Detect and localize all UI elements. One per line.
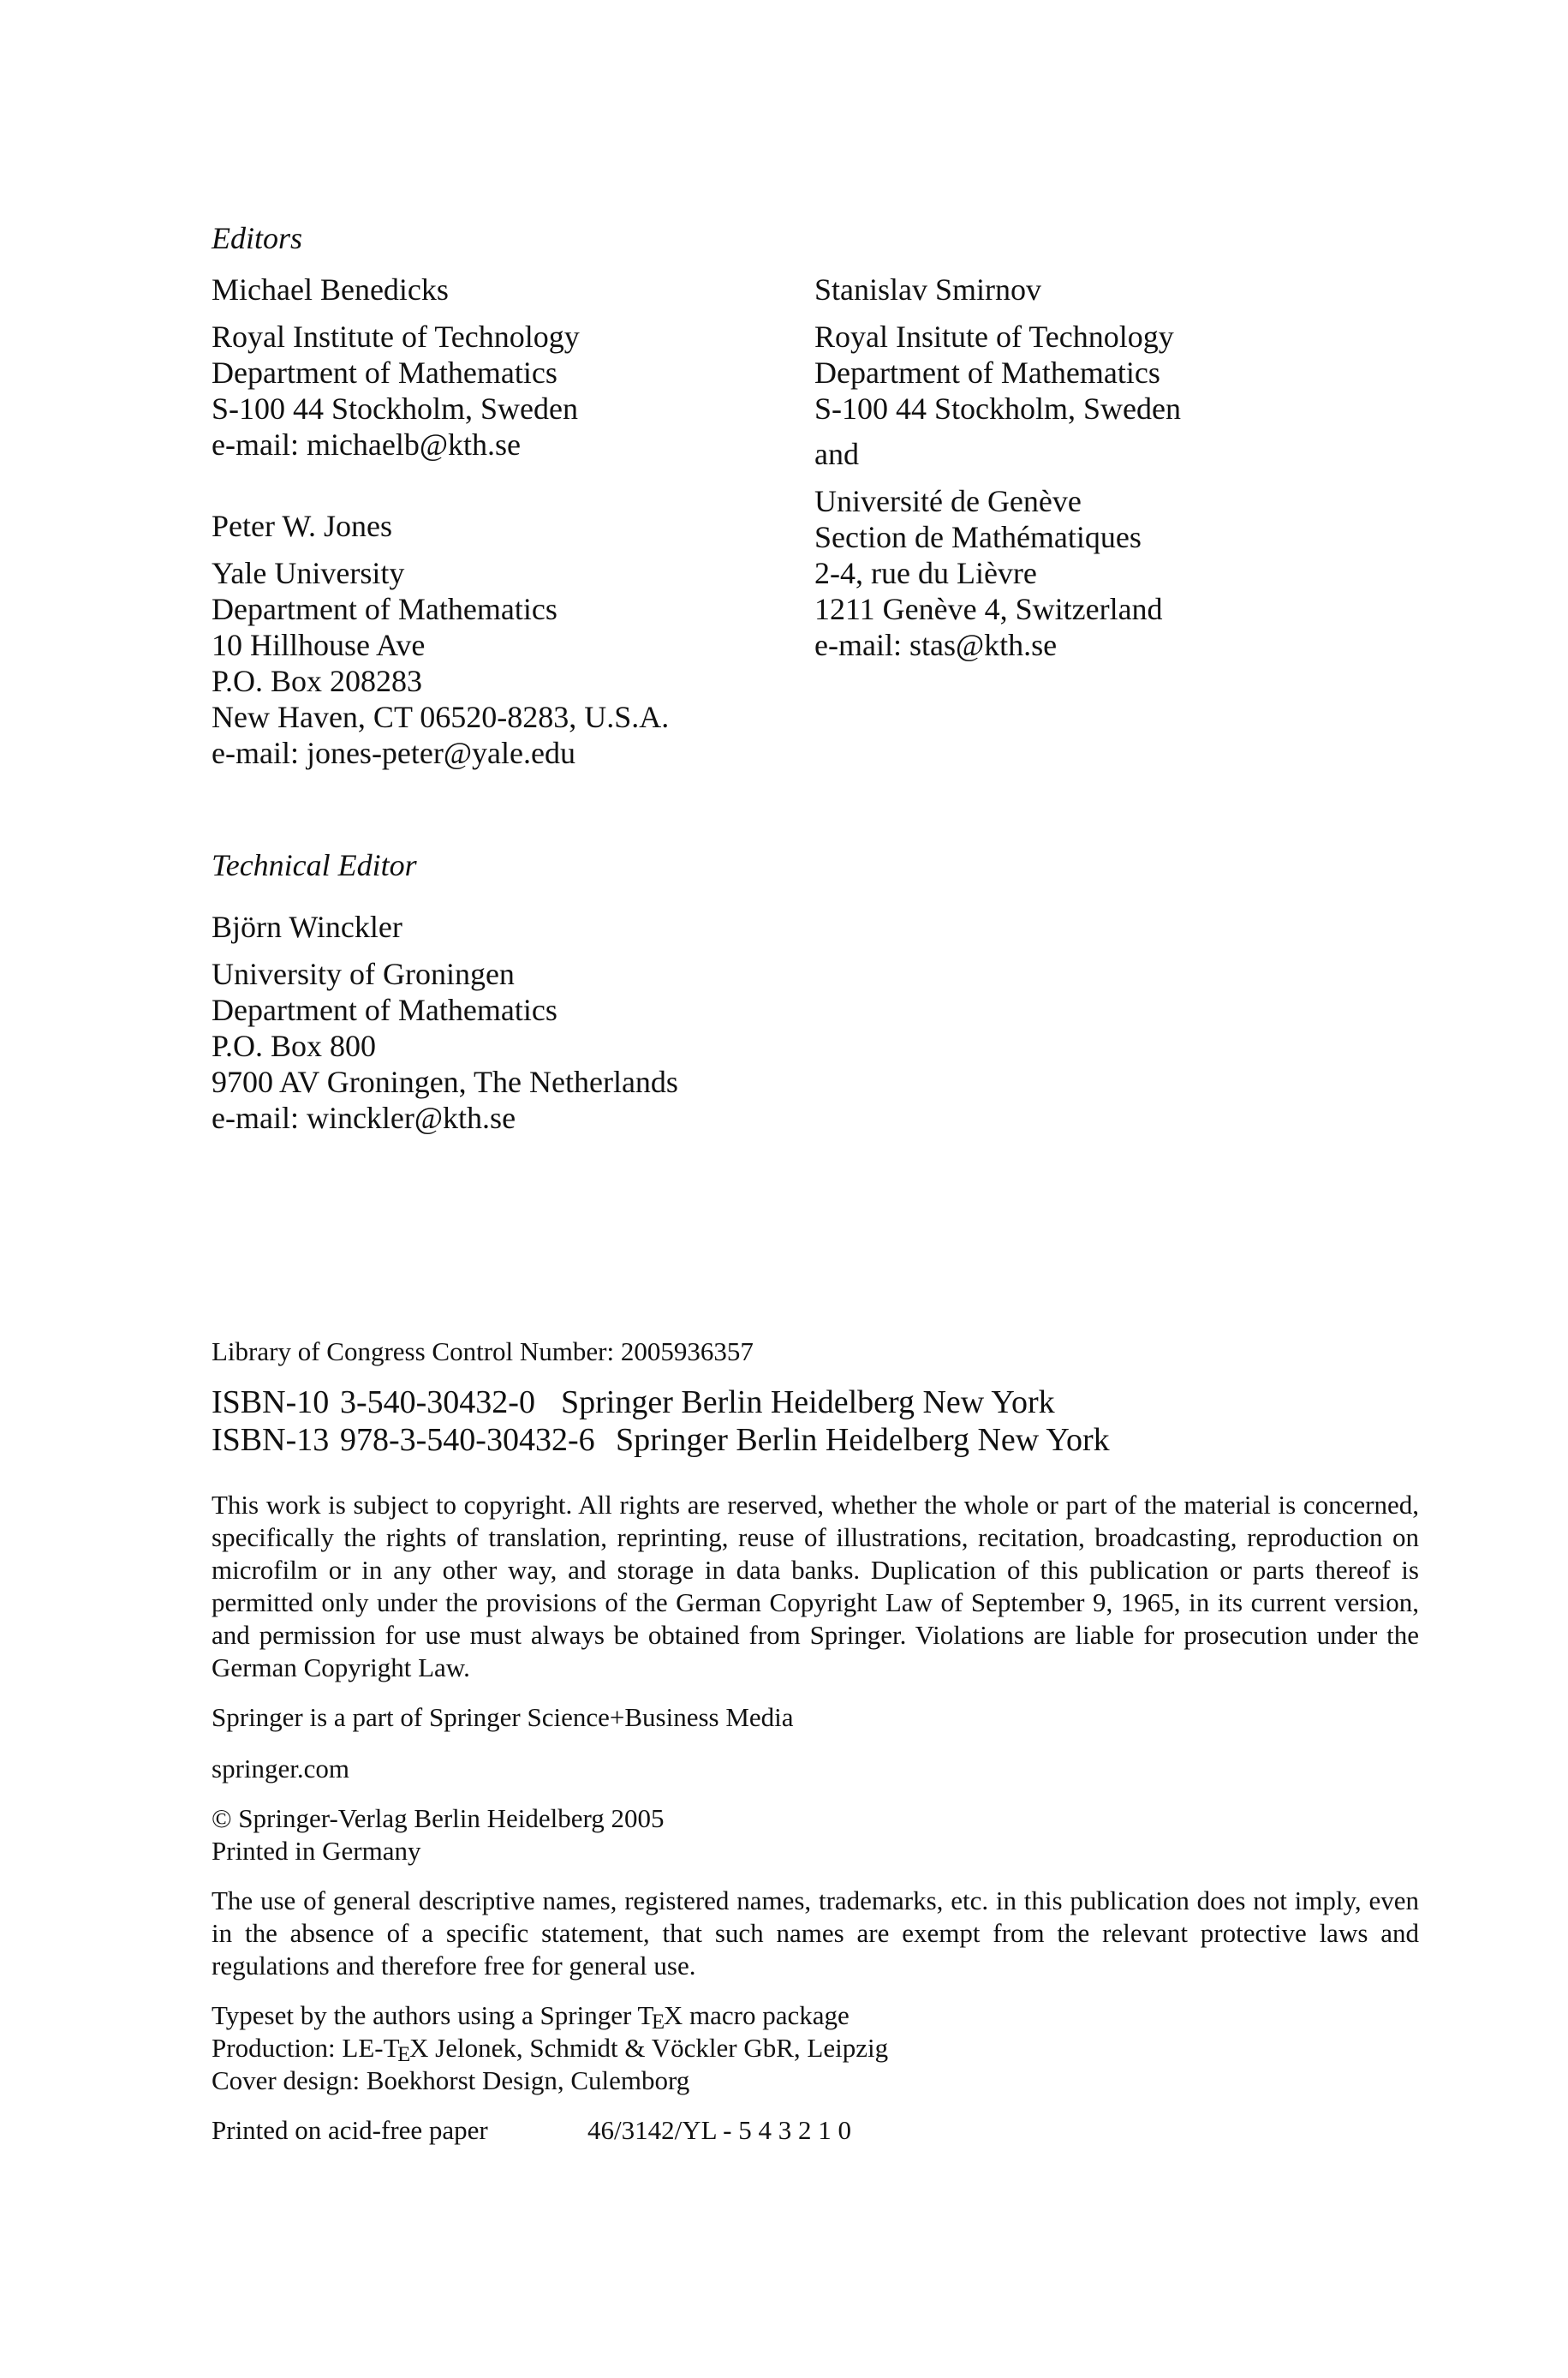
technical-editor-name: Björn Winckler [212, 910, 402, 944]
tex-logo: TEX [383, 2033, 429, 2066]
email-line: e-mail: michaelb@kth.se [212, 427, 522, 462]
library-control-number: Library of Congress Control Number: 2005936357 [212, 1336, 754, 1366]
isbn-number: 978-3-540-30432-6 [340, 1422, 595, 1458]
editor-address-smirnov-kth [814, 319, 1181, 427]
typeset-text-end: macro package [683, 2000, 850, 2030]
isbn-number: 3-540-30432-0 [340, 1384, 535, 1420]
springer-part-line: Springer is a part of Springer Science+Business Media [212, 1702, 794, 1732]
copyright-line: © Springer-Verlag Berlin Heidelberg 2005 [212, 1803, 665, 1833]
typeset-text: Typeset by the authors using a Springer [212, 2000, 638, 2030]
address-line: Université de Genève [814, 484, 1082, 518]
printed-in-line: Printed in Germany [212, 1836, 421, 1866]
editor-name-smirnov: Stanislav Smirnov [814, 272, 1042, 307]
address-line: Section de Mathématiques [814, 520, 1142, 554]
address-line: 1211 Genève 4, Switzerland [814, 592, 1163, 626]
isbn-label: ISBN-13 [212, 1422, 330, 1458]
technical-editor-address [212, 956, 678, 1136]
print-code: 46/3142/YL - 5 4 3 2 1 0 [587, 2115, 851, 2145]
address-line: Royal Insitute of Technology [814, 320, 1174, 354]
trademarks-paragraph: The use of general descriptive names, registered names, trademarks, etc. in this publication does not imply, even in the absence of a specific statement, that such names are exempt from the relevant protective laws and regulations and therefore free for general use. [212, 1885, 1419, 1981]
email-line: e-mail: winckler@kth.se [212, 1101, 516, 1135]
isbn-publisher: Springer Berlin Heidelberg New York [616, 1422, 1110, 1458]
production-text: Production: LE- [212, 2033, 384, 2063]
address-line: Yale University [212, 556, 405, 590]
editor-name-jones: Peter W. Jones [212, 509, 392, 543]
address-line: 2-4, rue du Lièvre [814, 556, 1037, 590]
editor-address-smirnov-geneve [814, 483, 1163, 663]
and-connector: and [814, 437, 859, 471]
website-line: springer.com [212, 1754, 349, 1784]
address-line: 9700 AV Groningen, The Netherlands [212, 1065, 678, 1099]
address-line: S-100 44 Stockholm, Sweden [212, 391, 578, 426]
address-line: University of Groningen [212, 957, 515, 991]
address-line: P.O. Box 800 [212, 1029, 377, 1063]
isbn-label: ISBN-10 [212, 1384, 330, 1420]
editor-address-jones [212, 555, 669, 771]
address-line: 10 Hillhouse Ave [212, 628, 426, 662]
tex-logo: TEX [637, 2000, 683, 2034]
copyright-paragraph: This work is subject to copyright. All rights are reserved, whether the whole or part of the material is concerned, specifically the rights of translation, reprinting, reuse of illustrations, recitation, broadcasting, reproduction on microfilm or in any other way, and storage in data banks. Duplication of this publication or parts thereof is permitted only under the provisions of the German Copyright Law of September 9, 1965, in its current version, and permission for use must always be obtained from Springer. Violations are liable for prosecution under the German Copyright Law. [212, 1490, 1419, 1682]
address-line: S-100 44 Stockholm, Sweden [814, 391, 1181, 426]
editor-address-benedicks [212, 319, 580, 463]
address-line: Department of Mathematics [814, 356, 1160, 390]
address-line: Royal Institute of Technology [212, 320, 580, 354]
email-line: e-mail: jones-peter@yale.edu [212, 736, 575, 770]
acid-free-line: Printed on acid-free paper [212, 2115, 488, 2145]
address-line: Department of Mathematics [212, 592, 557, 626]
technical-editor-heading: Technical Editor [212, 848, 417, 882]
isbn-publisher: Springer Berlin Heidelberg New York [561, 1384, 1055, 1420]
editors-heading: Editors [212, 221, 303, 255]
address-line: New Haven, CT 06520-8283, U.S.A. [212, 700, 670, 734]
production-text-end: Jelonek, Schmidt & Vöckler GbR, Leipzig [428, 2033, 889, 2063]
email-line: e-mail: stas@kth.se [814, 628, 1058, 662]
address-line: Department of Mathematics [212, 356, 557, 390]
editor-name-benedicks: Michael Benedicks [212, 272, 449, 307]
isbn-10-line [212, 1384, 1055, 1420]
cover-design-line: Cover design: Boekhorst Design, Culemborg [212, 2065, 690, 2095]
address-line: Department of Mathematics [212, 993, 557, 1027]
address-line: P.O. Box 208283 [212, 664, 423, 698]
isbn-13-line [212, 1422, 1110, 1458]
